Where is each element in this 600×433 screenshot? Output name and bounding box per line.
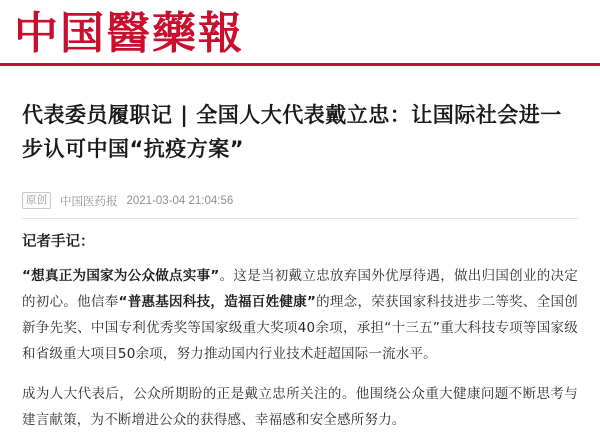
timestamp: 2021-03-04 21:04:56 bbox=[126, 194, 234, 207]
article-body bbox=[0, 219, 600, 433]
paragraph bbox=[22, 263, 578, 367]
masthead-divider bbox=[0, 63, 600, 66]
paragraph bbox=[22, 381, 578, 433]
paragraph-text: 。这是当初戴立忠放弃国外优厚待遇，做出归国创业的决定的初心。他信奉 bbox=[22, 268, 579, 311]
paragraph-text: 的理念，荣获国家科技进步二等奖、全国创新争先奖、中国专利优秀奖等国家级重大奖项40余项，承担“十三五”重大科技专项等国家级和省级重大项目50余项，努力推动国内行业技术赶超国际一流水平。 bbox=[22, 294, 578, 363]
original-badge: 原创 bbox=[22, 192, 51, 209]
paragraph-lead: “普惠基因科技，造福百姓健康” bbox=[118, 294, 317, 311]
source-label: 中国医药报 bbox=[60, 195, 118, 208]
page-title: 代表委员履职记 | 全国人大代表戴立忠：让国际社会进一步认可中国“抗疫方案” bbox=[22, 103, 562, 162]
masthead bbox=[0, 0, 600, 68]
article-meta bbox=[0, 180, 600, 209]
publication-title: 中国醫藥報 bbox=[14, 8, 244, 59]
headline-container bbox=[0, 68, 600, 166]
paragraph-text: 成为人大代表后，公众所期盼的正是戴立忠所关注的。他围绕公众重大健康问题不断思考与建言献策，为不断增进公众的获得感、幸福感和安全感所努力。 bbox=[22, 386, 578, 429]
paragraph-lead: “想真正为国家为公众做点实事” bbox=[22, 268, 220, 285]
section-title: 记者手记： bbox=[22, 234, 95, 251]
